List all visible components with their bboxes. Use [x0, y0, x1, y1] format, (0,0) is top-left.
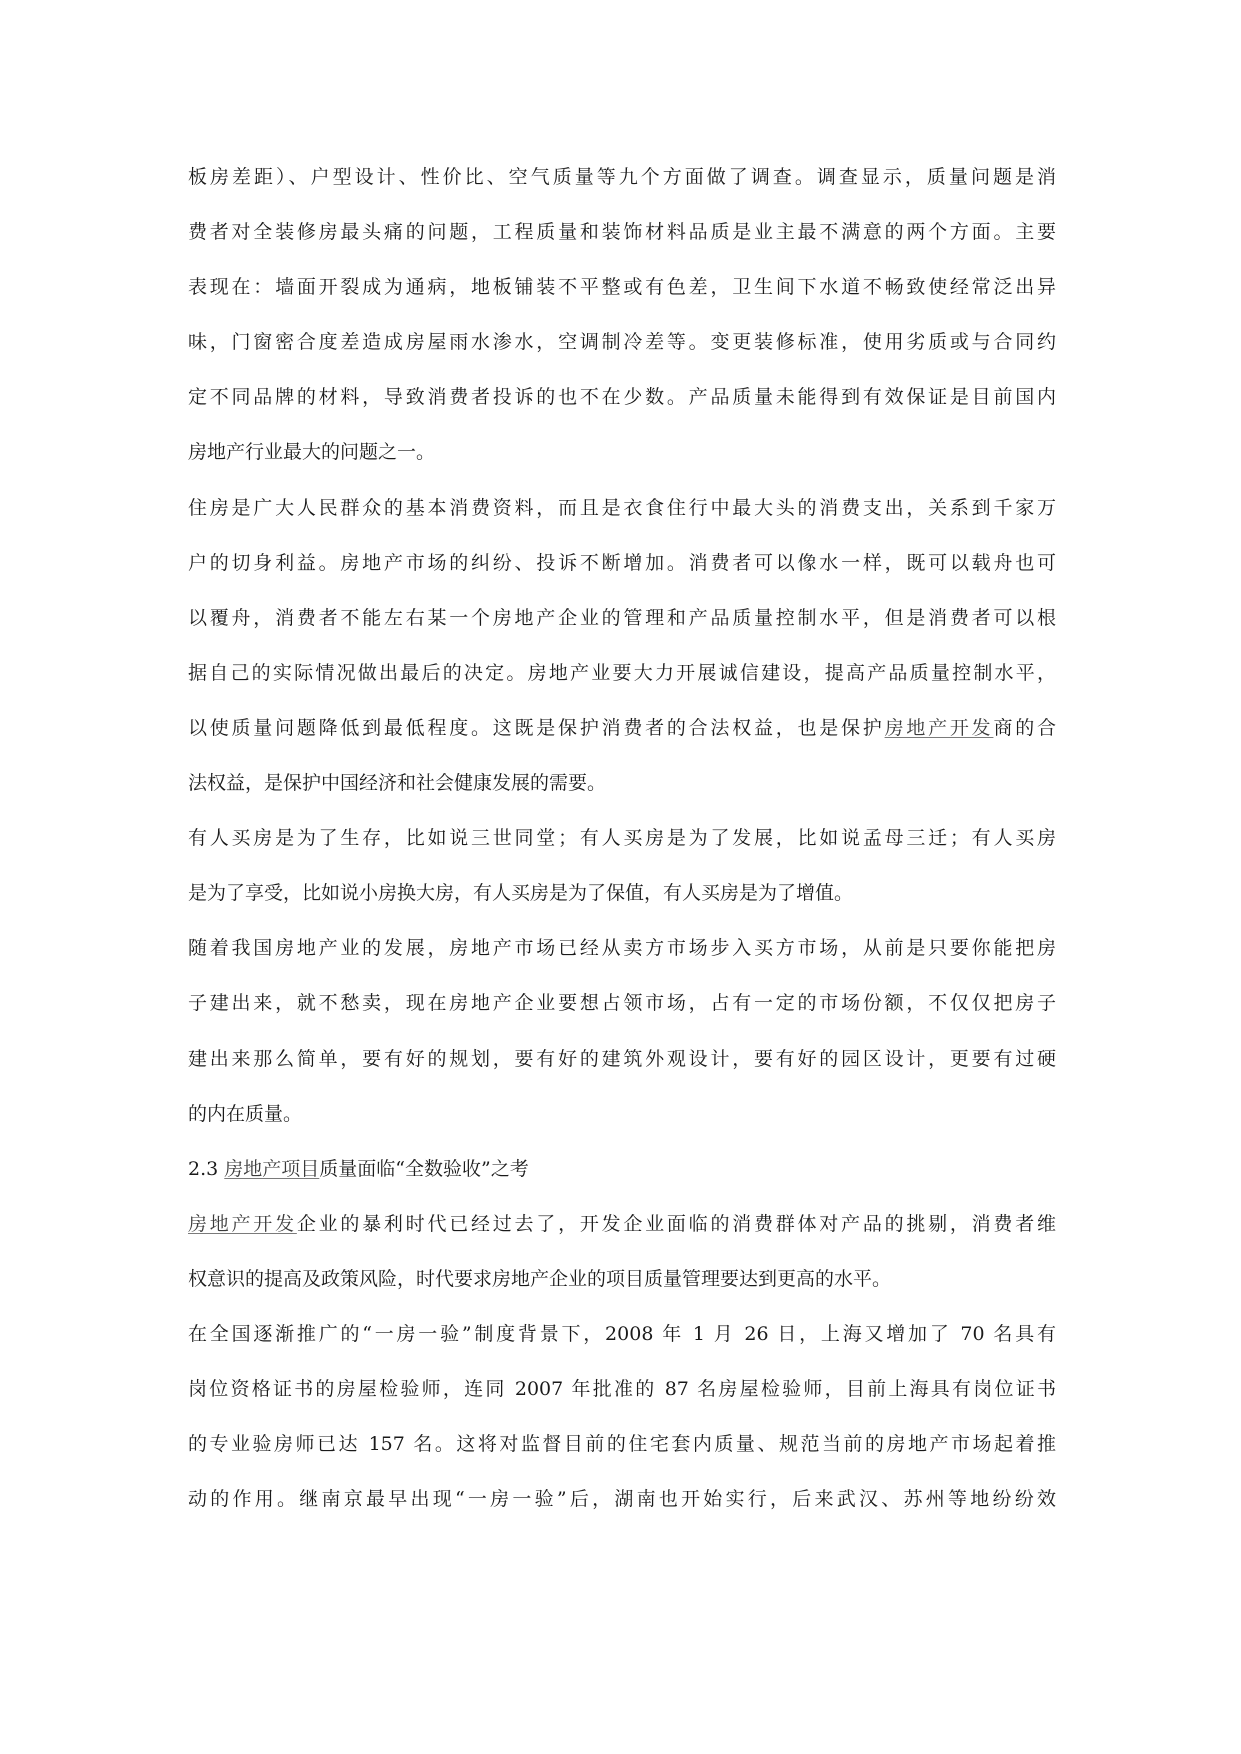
text-segment: 以使质量问题降低到最低程度。这既是保护消费者的合法权益，也是保护 [188, 716, 885, 739]
text-segment: 是为了享受，比如说小房换大房，有人买房是为了保值，有人买房是为了增值。 [188, 882, 854, 905]
text-segment: 商的合 [993, 716, 1056, 739]
text-line [188, 425, 1056, 480]
text-line [188, 1417, 1056, 1472]
hyperlink[interactable]: 房地产开发 [884, 716, 994, 739]
text-line [188, 481, 1056, 536]
text-line [188, 1142, 1056, 1197]
text-line [188, 1472, 1056, 1527]
text-segment: 子建出来，就不愁卖，现在房地产企业要想占领市场，占有一定的市场份额，不仅仅把房子 [188, 992, 1056, 1015]
text-line [188, 205, 1056, 260]
body-text [188, 150, 1056, 1527]
text-segment: 有人买房是为了生存，比如说三世同堂；有人买房是为了发展，比如说孟母三迁；有人买房 [188, 827, 1056, 850]
text-line [188, 315, 1056, 370]
text-line [188, 1252, 1056, 1307]
text-segment: 的内在质量。 [188, 1102, 303, 1125]
text-segment: 法权益，是保护中国经济和社会健康发展的需要。 [188, 772, 607, 795]
text-line [188, 1362, 1056, 1417]
text-segment: 岗位资格证书的房屋检验师，连同 2007 年批准的 87 名房屋检验师，目前上海具有岗位证书 [188, 1378, 1056, 1401]
text-segment: 房地产行业最大的问题之一。 [188, 441, 436, 464]
text-line [188, 260, 1056, 315]
text-segment: 据自己的实际情况做出最后的决定。房地产业要大力开展诚信建设，提高产品质量控制水平， [188, 661, 1056, 684]
text-line [188, 866, 1056, 921]
text-line [188, 701, 1056, 756]
text-segment: 建出来那么简单，要有好的规划，要有好的建筑外观设计，要有好的园区设计，更要有过硬 [188, 1047, 1056, 1070]
text-segment: 权意识的提高及政策风险，时代要求房地产企业的项目质量管理要达到更高的水平。 [188, 1267, 892, 1290]
text-segment: 板房差距）、户型设计、性价比、空气质量等九个方面做了调查。调查显示，质量问题是消 [188, 166, 1056, 188]
text-segment: 企业的暴利时代已经过去了，开发企业面临的消费群体对产品的挑剔，消费者维 [296, 1212, 1056, 1235]
text-segment: 2.3 [188, 1157, 225, 1180]
text-line [188, 1197, 1056, 1252]
hyperlink[interactable]: 房地产开发 [188, 1212, 297, 1235]
text-segment: 住房是广大人民群众的基本消费资料，而且是衣食住行中最大头的消费支出，关系到千家万 [188, 496, 1056, 519]
text-segment: 费者对全装修房最头痛的问题，工程质量和装饰材料品质是业主最不满意的两个方面。主要 [188, 221, 1056, 244]
text-line [188, 976, 1056, 1031]
text-segment: 定不同品牌的材料，导致消费者投诉的也不在少数。产品质量未能得到有效保证是目前国内 [188, 386, 1056, 409]
text-segment: 味，门窗密合度差造成房屋雨水渗水，空调制冷差等。变更装修标准，使用劣质或与合同约 [188, 331, 1056, 354]
text-line [188, 591, 1056, 646]
text-line [188, 811, 1056, 866]
text-segment: 的专业验房师已达 157 名。这将对监督目前的住宅套内质量、规范当前的房地产市场起着推 [188, 1433, 1056, 1456]
text-line [188, 150, 1056, 205]
text-line [188, 1307, 1056, 1362]
text-line [188, 646, 1056, 701]
text-segment: 表现在：墙面开裂成为通病，地板铺装不平整或有色差，卫生间下水道不畅致使经常泛出异 [188, 276, 1056, 299]
text-segment: 户的切身利益。房地产市场的纠纷、投诉不断增加。消费者可以像水一样，既可以载舟也可 [188, 551, 1056, 574]
text-line [188, 1087, 1056, 1142]
text-segment: 在全国逐渐推广的“一房一验”制度背景下，2008 年 1 月 26 日，上海又增加了 70 名具有 [188, 1322, 1056, 1345]
hyperlink[interactable]: 房地产项目 [224, 1157, 320, 1180]
text-line [188, 370, 1056, 425]
text-segment: 以覆舟，消费者不能左右某一个房地产企业的管理和产品质量控制水平，但是消费者可以根 [188, 606, 1056, 629]
text-line [188, 756, 1056, 811]
text-segment: 动的作用。继南京最早出现“一房一验”后，湖南也开始实行，后来武汉、苏州等地纷纷效 [188, 1488, 1056, 1511]
text-segment: 随着我国房地产业的发展，房地产市场已经从卖方市场步入买方市场，从前是只要你能把房 [188, 937, 1056, 960]
text-line [188, 1032, 1056, 1087]
text-line [188, 536, 1056, 591]
text-line [188, 921, 1056, 976]
text-segment: 质量面临“全数验收”之考 [319, 1157, 529, 1180]
